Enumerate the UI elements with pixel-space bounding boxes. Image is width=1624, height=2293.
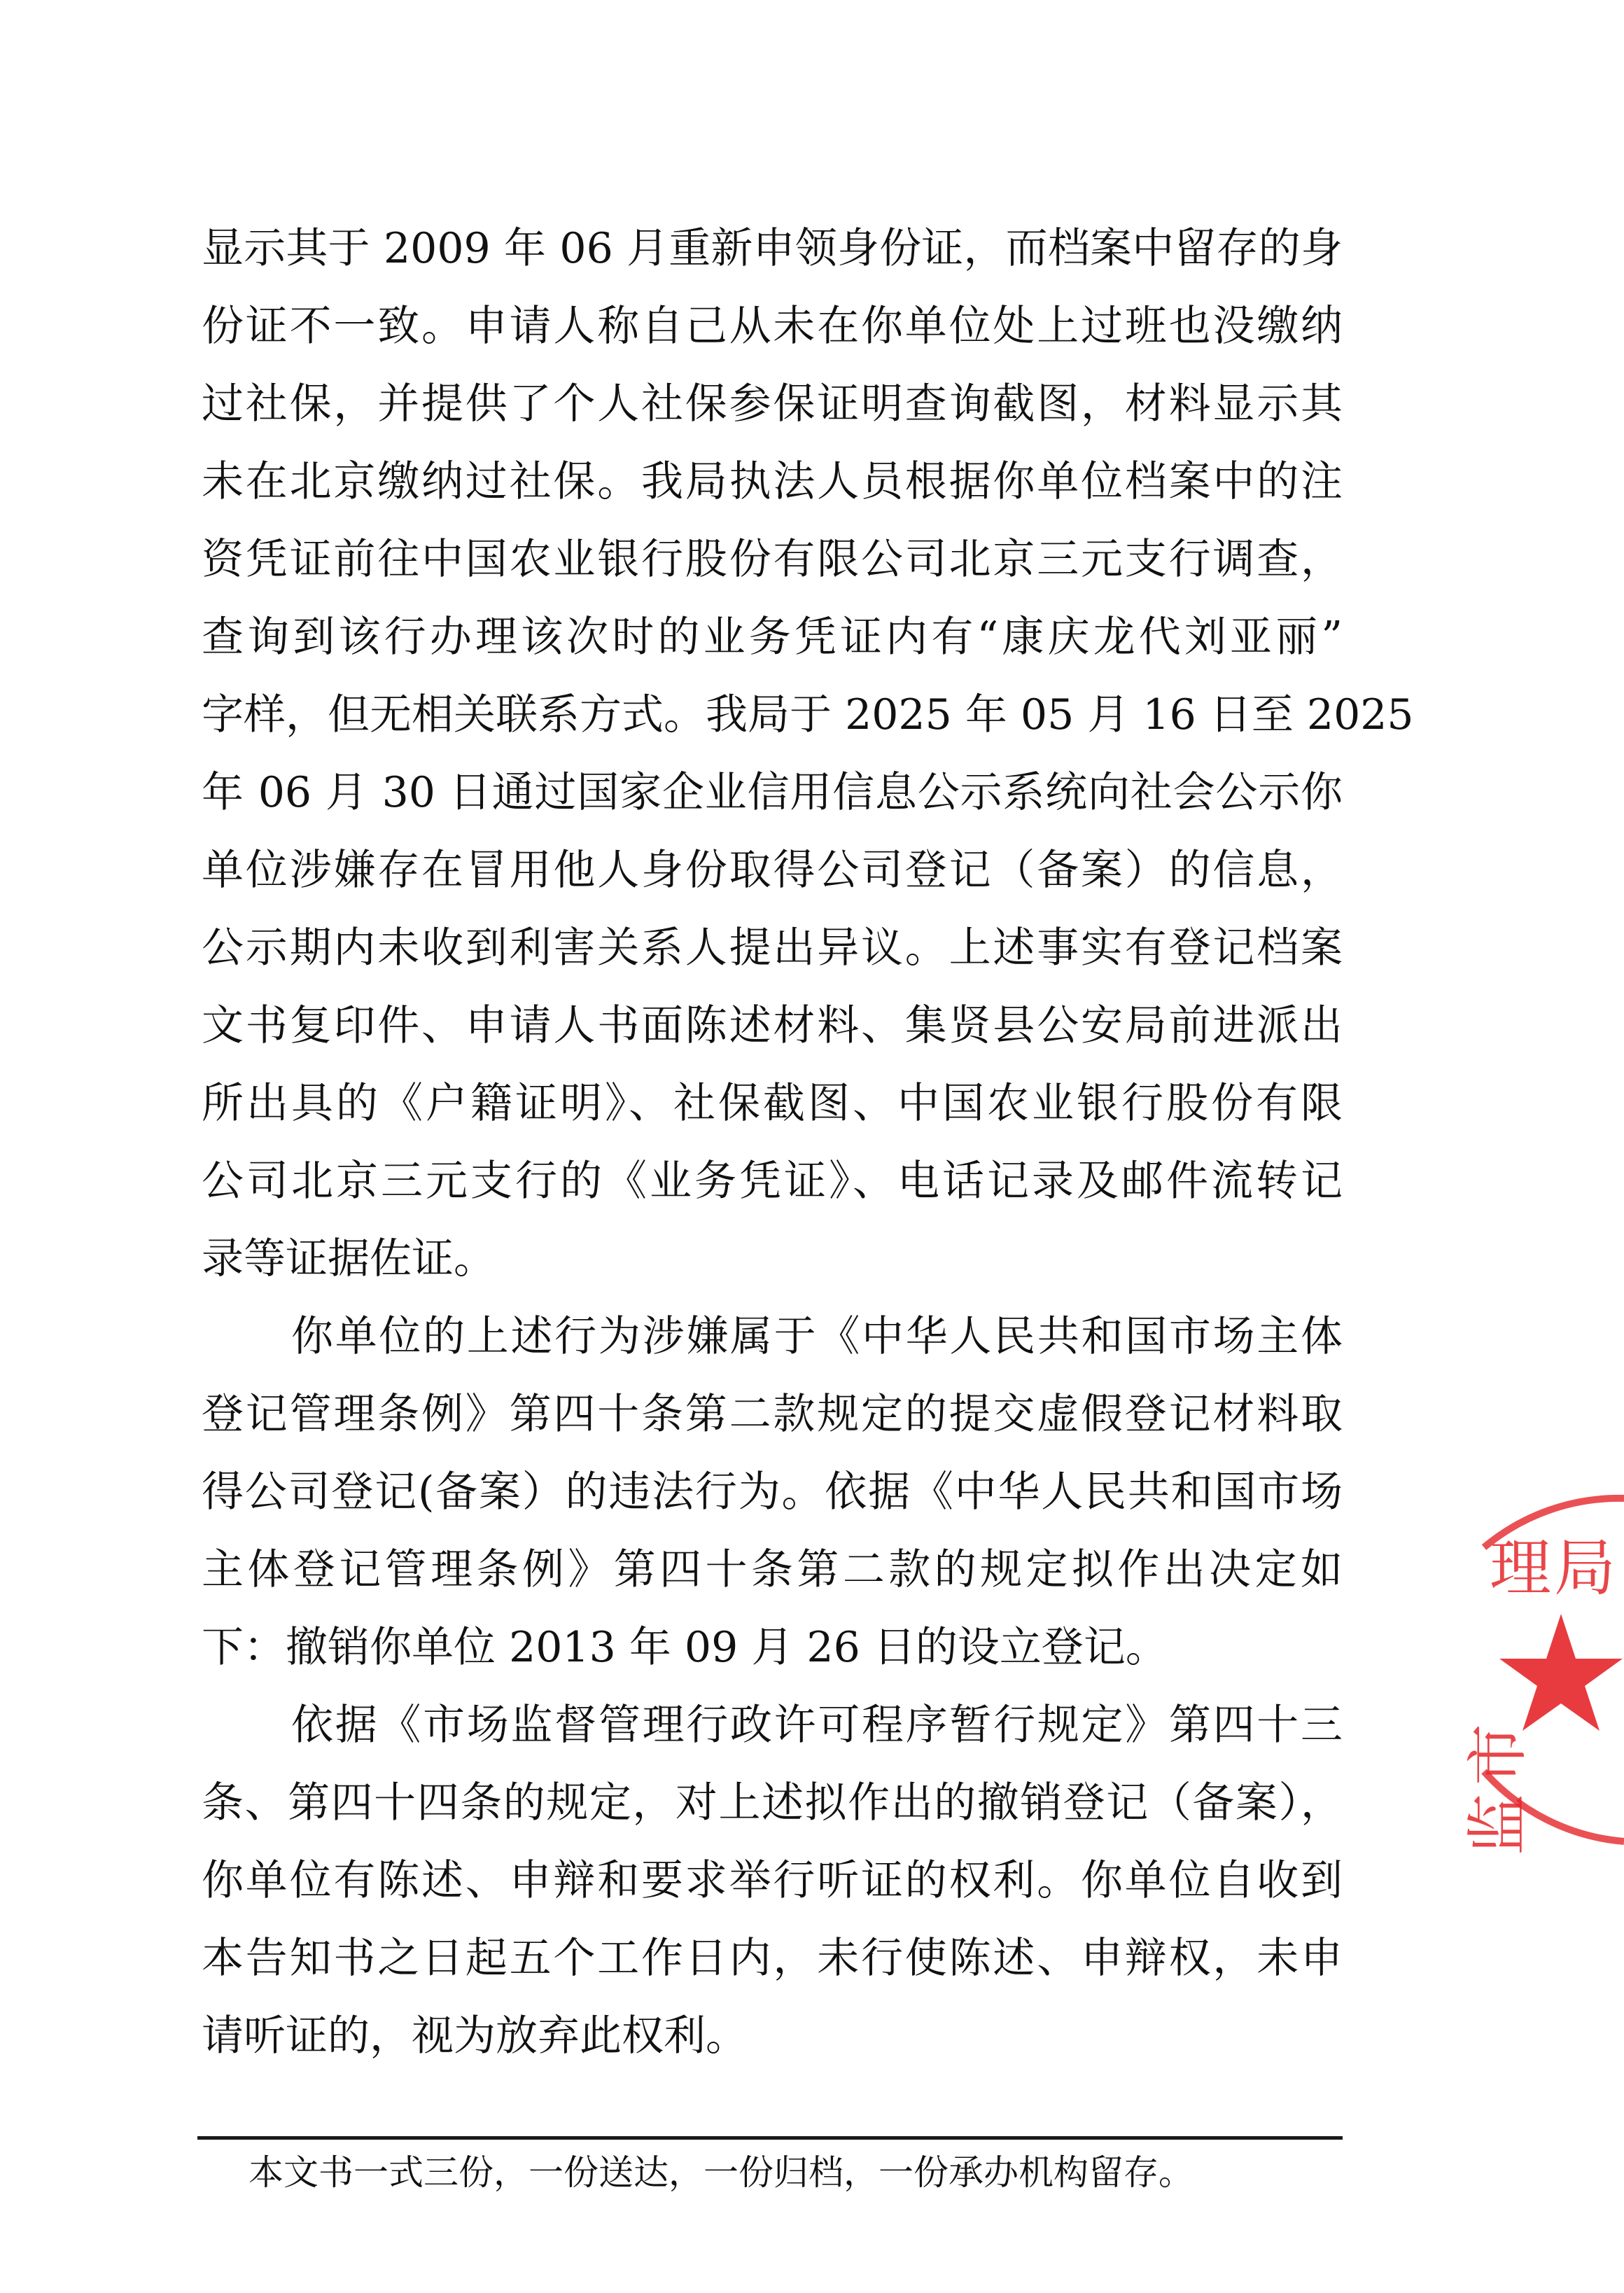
text-line: 你单位的上述行为涉嫌属于《中华人民共和国市场主体 bbox=[291, 1312, 1343, 1361]
text-line: 查询到该行办理该次时的业务凭证内有“康庆龙代刘亚丽” bbox=[202, 613, 1343, 662]
paragraph-rights bbox=[202, 1687, 1343, 2075]
footnote: 本文书一式三份，一份送达，一份归档，一份承办机构留存。 bbox=[248, 2152, 1194, 2193]
text-line: 下：撤销你单位 2013 年 09 月 26 日的设立登记。 bbox=[202, 1623, 1168, 1672]
text-line: 文书复印件、申请人书面陈述材料、集贤县公安局前进派出 bbox=[202, 1001, 1343, 1050]
official-seal-stamp bbox=[1462, 1484, 1624, 1855]
text-line: 依据《市场监督管理行政许可程序暂行规定》第四十三 bbox=[291, 1701, 1343, 1750]
paragraph-facts bbox=[202, 210, 1414, 1298]
text-line: 字样，但无相关联系方式。我局于 2025 年 05 月 16 日至 2025 bbox=[202, 690, 1414, 739]
text-line: 录等证据佐证。 bbox=[202, 1234, 496, 1283]
text-line: 过社保，并提供了个人社保参保证明查询截图，材料显示其 bbox=[202, 379, 1343, 428]
seal-star-icon bbox=[1499, 1614, 1623, 1731]
text-line: 未在北京缴纳过社保。我局执法人员根据你单位档案中的注 bbox=[202, 457, 1343, 506]
text-line: 请听证的，视为放弃此权利。 bbox=[202, 2012, 748, 2061]
seal-char: 监 bbox=[1462, 1793, 1534, 1855]
text-line: 公司北京三元支行的《业务凭证》、电话记录及邮件流转记 bbox=[202, 1157, 1343, 1206]
text-line: 份证不一致。申请人称自己从未在你单位处上过班也没缴纳 bbox=[202, 302, 1343, 351]
text-line: 资凭证前往中国农业银行股份有限公司北京三元支行调查， bbox=[202, 535, 1343, 584]
text-line: 登记管理条例》第四十条第二款规定的提交虚假登记材料取 bbox=[202, 1390, 1343, 1439]
text-line: 单位涉嫌存在冒用他人身份取得公司登记（备案）的信息， bbox=[202, 846, 1343, 895]
text-line: 得公司登记(备案）的违法行为。依据《中华人民共和国市场 bbox=[202, 1468, 1343, 1517]
text-line: 你单位有陈述、申辩和要求举行听证的权利。你单位自收到 bbox=[202, 1856, 1343, 1905]
seal-char: 理 bbox=[1490, 1532, 1552, 1604]
seal-char: 局 bbox=[1554, 1532, 1616, 1604]
seal-icon bbox=[1462, 1484, 1624, 1855]
text-line: 显示其于 2009 年 06 月重新申领身份证，而档案中留存的身 bbox=[202, 224, 1343, 273]
text-line: 公示期内未收到利害关系人提出异议。上述事实有登记档案 bbox=[202, 924, 1343, 973]
paragraph-violation bbox=[202, 1298, 1343, 1687]
seal-char: 市 bbox=[1462, 1723, 1534, 1785]
text-line: 年 06 月 30 日通过国家企业信用信息公示系统向社会公示你 bbox=[202, 768, 1343, 817]
text-line: 所出具的《户籍证明》、社保截图、中国农业银行股份有限 bbox=[202, 1079, 1343, 1128]
document-body bbox=[202, 210, 1414, 2075]
footnote-divider bbox=[197, 2136, 1343, 2140]
text-line: 主体登记管理条例》第四十条第二款的规定拟作出决定如 bbox=[202, 1545, 1343, 1594]
text-line: 本告知书之日起五个工作日内，未行使陈述、申辩权，未申 bbox=[202, 1934, 1343, 1983]
text-line: 条、第四十四条的规定，对上述拟作出的撤销登记（备案）， bbox=[202, 1778, 1343, 1827]
